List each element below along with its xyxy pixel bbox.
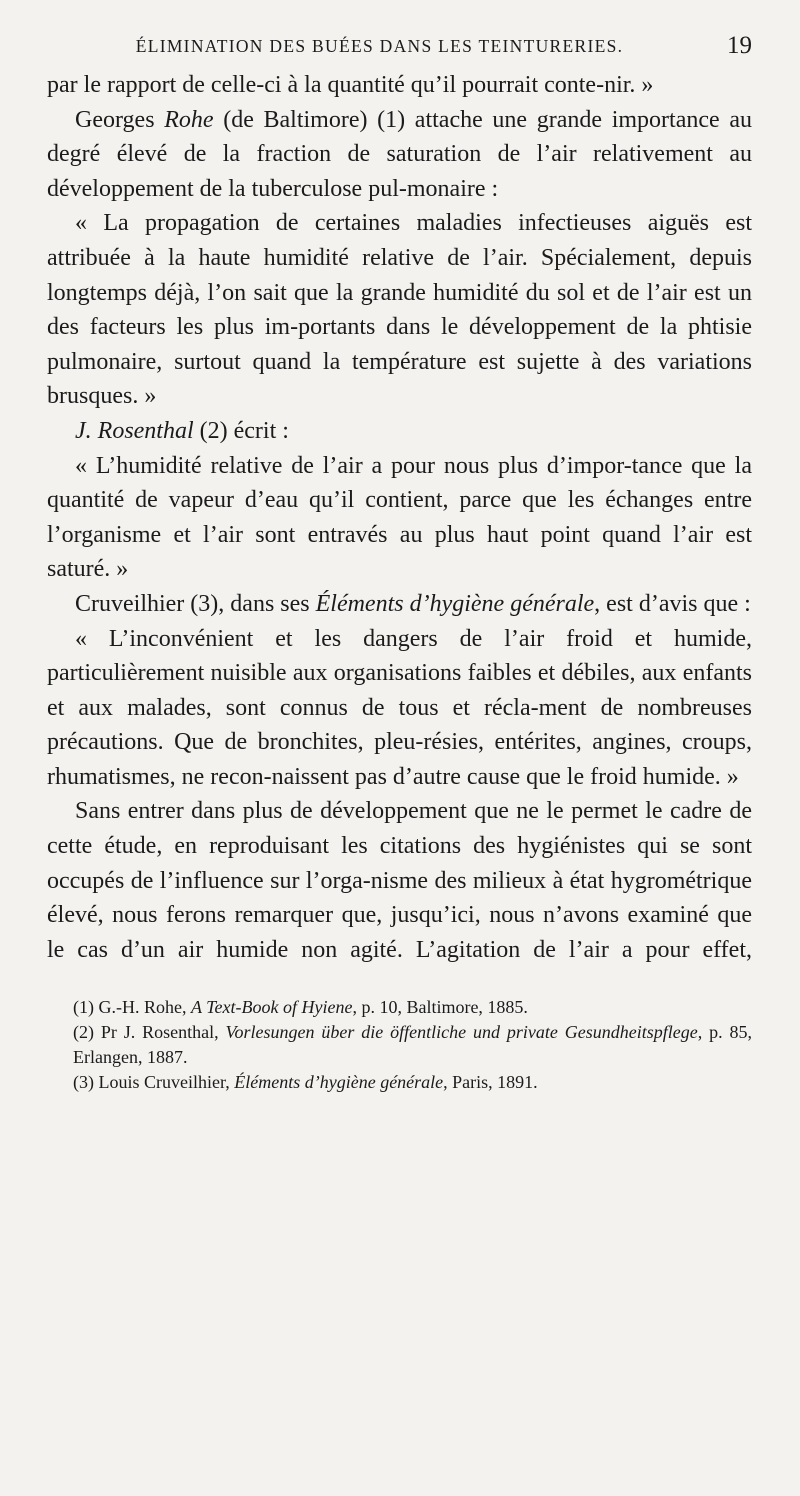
text-run: (2) écrit : [193, 417, 289, 444]
text-run: (de Baltimore) (1) attache une grande importance au degré élevé de la fraction de saturation de l’air relativement au développement de la tuberculose pul-monaire : [47, 106, 752, 202]
footnote-1 [47, 995, 752, 1020]
text-run: Georges [75, 106, 165, 133]
footnote-2 [47, 1020, 752, 1070]
text-run: (2) Pr J. Rosenthal, [73, 1022, 226, 1043]
paragraph-rosenthal [47, 414, 752, 449]
running-header [47, 32, 752, 68]
book-title: A Text-Book of Hyiene [190, 997, 353, 1018]
book-title: Éléments d’hygiène générale [315, 590, 595, 617]
quote-rohe: « La propagation de certaines maladies infectieuses aiguës est attribuée à la haute humidité relative de l’air. Spécialement, depuis longtemps déjà, l’on sait que la grande humidité du sol et de l’air est un des facteurs les plus im-portants dans le développement de la phtisie pulmonaire, surtout quand la température est sujette à des variations brusques. » [47, 210, 752, 410]
footnote-3 [47, 1070, 752, 1095]
book-title: Vorlesungen über die öffentliche und private Gesundheitspflege [225, 1022, 698, 1043]
page-number: 19 [727, 32, 752, 59]
paragraph-continuation: par le rapport de celle-ci à la quantité qu’il pourrait conte-nir. » [47, 72, 654, 98]
text-run: , Paris, 1891. [443, 1072, 538, 1093]
text-run: (1) G.-H. Rohe, [73, 997, 191, 1018]
paragraph-cruveilhier [47, 587, 752, 622]
text-run: (3) Louis Cruveilhier, [73, 1072, 235, 1093]
quote-cruveilhier: « L’inconvénient et les dangers de l’air froid et humide, particulièrement nuisible aux organisations faibles et débiles, aux enfants et aux malades, sont connus de tous et récla-ment de nombreuses précautions. Que de bronchites, pleu-résies, entérites, angines, croups, rhumatismes, ne recon-naissent pas d’autre cause que le froid humide. » [47, 625, 752, 790]
book-title: Éléments d’hygiène générale [234, 1072, 444, 1093]
text-run: Cruveilhier (3), dans ses [75, 590, 316, 617]
author-name: Rohe [164, 106, 214, 133]
text-run: , p. 10, Baltimore, 1885. [352, 997, 528, 1018]
paragraph-rohe [47, 103, 752, 207]
running-title: ÉLIMINATION DES BUÉES DANS LES TEINTURERIES. [135, 36, 624, 56]
quote-rosenthal: « L’humidité relative de l’air a pour nous plus d’impor-tance que la quantité de vapeur d’eau qu’il contient, parce que les échanges entre l’organisme et l’air sont entravés au plus haut point quand l’air est saturé. » [47, 452, 752, 583]
text-run: , p. 85, Erlangen, 1887. [73, 1022, 752, 1068]
main-text [47, 68, 752, 967]
footnotes [47, 995, 752, 1095]
paragraph-conclusion: Sans entrer dans plus de développement que ne le permet le cadre de cette étude, en reproduisant les citations des hygiénistes qui se sont occupés de l’influence sur l’orga-nisme des milieux à état hygrométrique élevé, nous ferons remarquer que, jusqu’ici, nous n’avons examiné que le cas d’un air humide non agité. L’agitation de l’air a pour effet, [47, 798, 752, 963]
text-run: , est d’avis que : [594, 590, 751, 617]
author-name: J. Rosenthal [75, 417, 194, 444]
